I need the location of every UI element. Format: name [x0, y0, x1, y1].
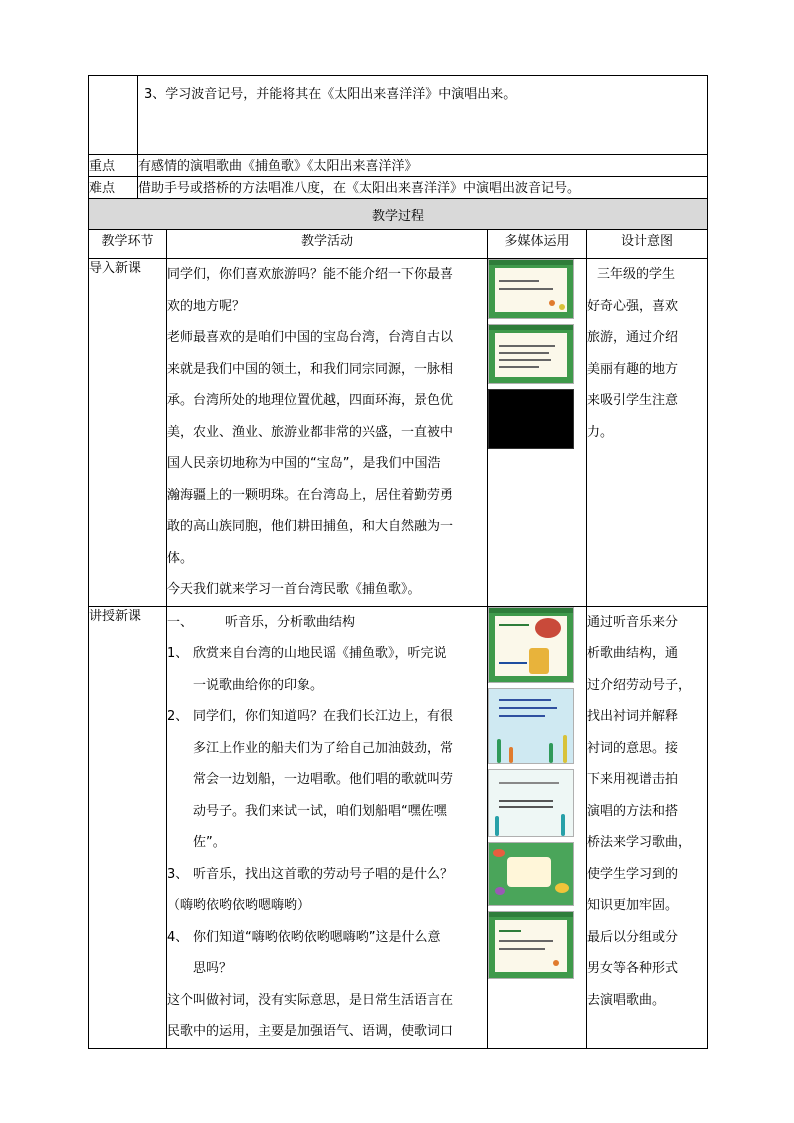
- tail-line: 民歌中的运用，主要是加强语气、语调，使歌词口: [167, 1024, 454, 1039]
- difficulty-row: [89, 177, 708, 199]
- heading-number: 一、: [167, 614, 194, 630]
- process-title-row: [89, 199, 708, 230]
- intent-line: 三年级的学生: [597, 267, 676, 282]
- list-item-cont: 多江上作业的船夫们为了给自己加油鼓劲，常: [193, 740, 454, 756]
- tail-line: 这个叫做衬词，没有实际意思，是日常生活语言在: [167, 992, 454, 1008]
- objectives-label-cell: [89, 76, 138, 155]
- intent-line: 通过听音乐来分: [587, 614, 679, 630]
- intent-line: 好奇心强，喜欢: [587, 298, 679, 314]
- intro-line: 承。台湾所处的地理位置优越，四面环海，景色优: [167, 393, 454, 408]
- intent-line: 来吸引学生注意: [587, 393, 679, 408]
- slide-thumbnail: [488, 769, 574, 837]
- key-point-row: [89, 155, 708, 177]
- intro-line: 美，农业、渔业、旅游业都非常的兴盛，一直被中: [167, 424, 454, 440]
- list-item-cont: 佐”。: [193, 835, 226, 850]
- list-item-cont: 动号子。我们来试一试，咱们划船唱“嘿佐嘿: [193, 803, 447, 819]
- intent-line: 旅游，通过介绍: [587, 330, 679, 345]
- slide-thumbnail: [488, 324, 574, 384]
- key-point-text: 有感情的演唱歌曲《捕鱼歌》《太阳出来喜洋洋》: [138, 155, 708, 177]
- stage-intro-label: 导入新课: [89, 259, 167, 607]
- intro-line: 欢的地方呢？: [167, 298, 246, 314]
- intent-line: 最后以分组或分: [587, 929, 679, 945]
- intro-line: 同学们，你们喜欢旅游吗？能不能介绍一下你最喜: [167, 267, 454, 282]
- new-lesson-activity-cell: [167, 606, 488, 1048]
- section-heading: [167, 607, 487, 639]
- process-title: 教学过程: [89, 199, 708, 230]
- intro-line: 敢的高山族同胞，他们耕田捕鱼，和大自然融为一: [167, 519, 454, 534]
- difficulty-label: 难点: [89, 177, 138, 199]
- slide-thumbnail: [488, 842, 574, 906]
- list-item: 4、 你们知道“嗨哟依哟依哟嗯嗨哟”这是什么意: [167, 929, 441, 945]
- intent-line: 演唱的方法和搭: [587, 803, 679, 819]
- intent-line: 男女等各种形式: [587, 961, 679, 976]
- header-stage: 教学环节: [89, 230, 167, 259]
- objective-item-3: 3、学习波音记号，并能将其在《太阳出来喜洋洋》中演唱出来。: [144, 87, 517, 102]
- objectives-row: [89, 76, 708, 155]
- new-lesson-media-cell: [488, 606, 587, 1048]
- intro-line: 今天我们就来学习一首台湾民歌《捕鱼歌》。: [167, 582, 421, 597]
- intro-media-cell: [488, 259, 587, 607]
- section-intro-row: [89, 259, 708, 607]
- intent-line: 知识更加牢固。: [587, 898, 679, 913]
- intent-line: 使学生学习到的: [587, 866, 679, 882]
- intent-line: 力。: [587, 424, 614, 440]
- key-point-label: 重点: [89, 155, 138, 177]
- slide-thumbnail: [488, 259, 574, 319]
- intent-line: 衬词的意思。接: [587, 740, 679, 756]
- intent-line: 美丽有趣的地方: [587, 361, 679, 377]
- slide-thumbnail: [488, 911, 574, 979]
- intent-line: 找出衬词并解释: [587, 709, 679, 724]
- list-item: 1、 欣赏来自台湾的山地民谣《捕鱼歌》，听完说: [167, 646, 447, 661]
- new-lesson-intent-cell: [587, 606, 708, 1048]
- slide-thumbnail: [488, 607, 574, 683]
- intro-line: 体。: [167, 550, 194, 566]
- header-intent: 设计意图: [587, 230, 708, 259]
- intent-line: 去演唱歌曲。: [587, 992, 666, 1008]
- list-item-cont: 思吗？: [193, 961, 233, 976]
- column-header-row: [89, 230, 708, 259]
- slide-thumbnail: [488, 688, 574, 764]
- intro-intent-cell: [587, 259, 708, 607]
- intro-activity-cell: [167, 259, 488, 607]
- intent-line: 下来用视谱击拍: [587, 772, 679, 787]
- list-item-cont: 常会一边划船，一边唱歌。他们唱的歌就叫劳: [193, 772, 454, 787]
- difficulty-text: 借助手号或搭桥的方法唱准八度，在《太阳出来喜洋洋》中演唱出波音记号。: [138, 177, 708, 199]
- intent-line: 析歌曲结构，通: [587, 646, 679, 661]
- intro-line: 瀚海疆上的一颗明珠。在台湾岛上，居住着勤劳勇: [167, 487, 454, 503]
- lesson-plan-table: [88, 75, 708, 1049]
- list-item-cont: 一说歌曲给你的印象。: [193, 677, 324, 693]
- slide-thumbnail-video: [488, 389, 574, 449]
- intro-line: 来就是我们中国的领土，和我们同宗同源，一脉相: [167, 361, 454, 377]
- list-item-answer: （嗨哟依哟依哟嗯嗨哟）: [167, 898, 311, 913]
- objectives-cell: [138, 76, 708, 155]
- list-item: 3、 听音乐，找出这首歌的劳动号子唱的是什么？: [167, 866, 454, 882]
- list-item: 2、 同学们，你们知道吗？在我们长江边上，有很: [167, 709, 454, 724]
- header-media: 多媒体运用: [488, 230, 587, 259]
- intro-line: 老师最喜欢的是咱们中国的宝岛台湾，台湾自古以: [167, 330, 454, 345]
- intent-line: 过介绍劳动号子，: [587, 677, 692, 693]
- heading-text: 听音乐，分析歌曲结构: [225, 614, 356, 630]
- section-new-lesson-row: [89, 606, 708, 1048]
- stage-new-lesson-label: 讲授新课: [89, 606, 167, 1048]
- header-activity: 教学活动: [167, 230, 488, 259]
- intent-line: 桥法来学习歌曲，: [587, 835, 692, 850]
- intro-line: 国人民亲切地称为中国的“宝岛”，是我们中国浩: [167, 456, 441, 471]
